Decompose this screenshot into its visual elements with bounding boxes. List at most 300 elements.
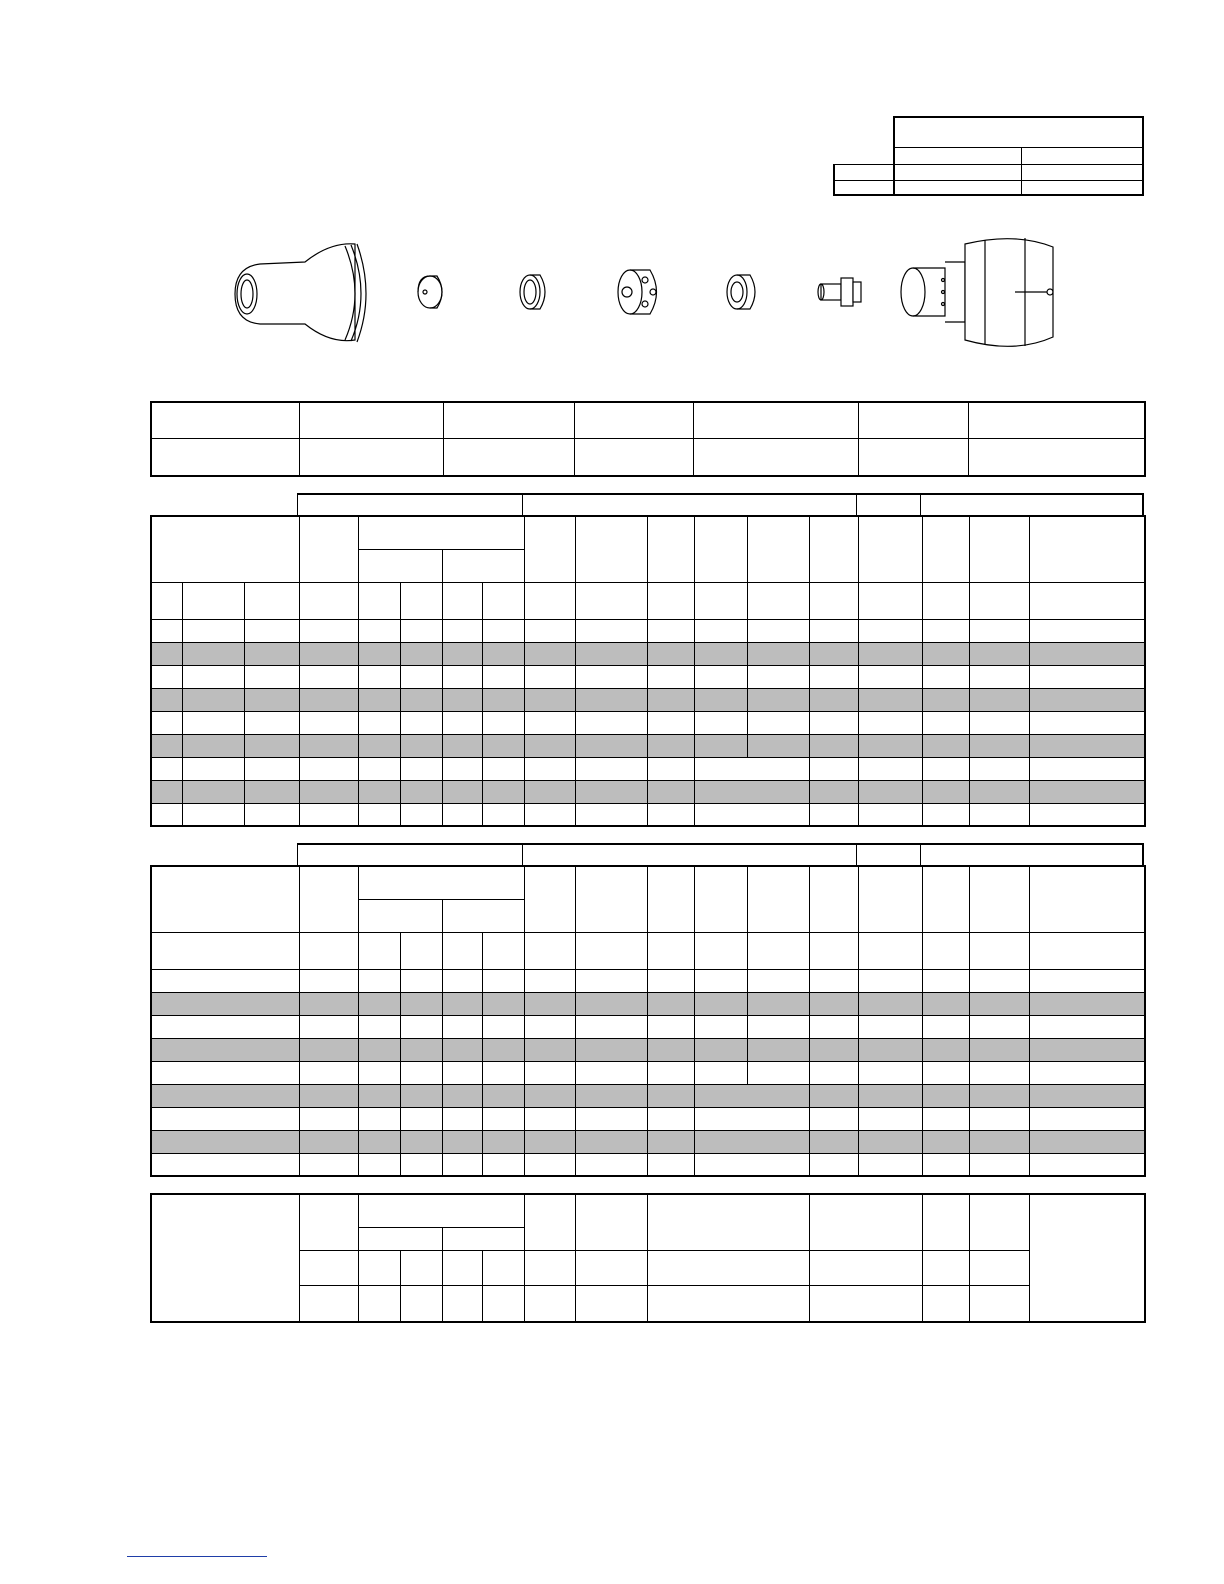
parts-value-cell — [299, 438, 443, 476]
table-cell — [575, 582, 647, 619]
table-cell — [482, 1038, 524, 1061]
table-cell — [482, 1107, 524, 1130]
table-cell — [922, 757, 969, 780]
table-cell — [1029, 1107, 1145, 1130]
table-cell — [400, 688, 442, 711]
parts-header-cell — [693, 402, 858, 438]
table-cell — [858, 757, 922, 780]
table-cell — [969, 1130, 1029, 1153]
table-cell — [299, 780, 358, 803]
table-cell — [482, 1250, 524, 1285]
table-cell — [400, 1250, 442, 1285]
table-cell — [809, 665, 858, 688]
table-row — [151, 992, 1145, 1015]
table-cell — [969, 1250, 1029, 1285]
table-cell — [922, 1061, 969, 1084]
table-cell — [400, 1038, 442, 1061]
table-cell — [858, 1038, 922, 1061]
table-cell — [858, 642, 922, 665]
table-cell — [358, 619, 400, 642]
table-cell — [575, 1061, 647, 1084]
table-cell — [647, 1153, 694, 1176]
table-cell — [299, 1250, 358, 1285]
table-cell — [442, 780, 482, 803]
table-cell — [858, 803, 922, 826]
table-cell — [482, 1130, 524, 1153]
footer-link[interactable] — [127, 1556, 267, 1557]
table-cell — [299, 1084, 358, 1107]
table-cell — [151, 757, 182, 780]
table-cell — [1029, 780, 1145, 803]
parts-illustration — [225, 232, 1065, 362]
table-cell — [647, 665, 694, 688]
table-cell — [575, 780, 647, 803]
table-cell — [482, 969, 524, 992]
table-cell — [858, 582, 922, 619]
table-cell — [694, 1130, 809, 1153]
table-cell — [747, 665, 809, 688]
table-cell — [1029, 665, 1145, 688]
table-cell — [244, 734, 299, 757]
table-cell — [922, 780, 969, 803]
table-cell — [922, 711, 969, 734]
table-cell — [1029, 688, 1145, 711]
torch-body-icon — [901, 238, 1053, 346]
table-cell — [299, 969, 358, 992]
table-cell — [244, 582, 299, 619]
table-cell — [400, 803, 442, 826]
table-cell — [244, 665, 299, 688]
table-cell — [809, 757, 858, 780]
table-cell — [575, 1084, 647, 1107]
table-cell — [647, 780, 694, 803]
table-cell — [809, 711, 858, 734]
table-cell — [575, 969, 647, 992]
table-cell — [151, 1130, 299, 1153]
table-cell — [694, 1084, 809, 1107]
table-cell — [575, 932, 647, 969]
table-cell — [647, 688, 694, 711]
table-cell — [1029, 1015, 1145, 1038]
table-cell — [694, 1015, 747, 1038]
table-cell — [358, 711, 400, 734]
table-cell — [969, 642, 1029, 665]
table-cell — [969, 1061, 1029, 1084]
table-row — [151, 1107, 1145, 1130]
table-cell — [299, 688, 358, 711]
table-cell — [809, 642, 858, 665]
table-cell — [647, 1194, 809, 1250]
table-cell — [575, 803, 647, 826]
table-cell — [575, 992, 647, 1015]
table-cell — [1029, 1084, 1145, 1107]
table-cell — [151, 711, 182, 734]
table-cell — [358, 1153, 400, 1176]
table-cell — [858, 1130, 922, 1153]
table-cell — [575, 619, 647, 642]
table-row — [151, 1285, 1145, 1322]
table-cell — [151, 1061, 299, 1084]
table-cell — [1029, 516, 1145, 582]
table-cell — [358, 665, 400, 688]
table-cell — [358, 866, 524, 899]
table-cell — [969, 1038, 1029, 1061]
table-cell — [747, 516, 809, 582]
table-cell — [575, 1107, 647, 1130]
table-cell — [358, 688, 400, 711]
table-cell — [442, 1084, 482, 1107]
table-cell — [442, 1107, 482, 1130]
table-cell — [400, 642, 442, 665]
table-cell — [809, 780, 858, 803]
table-cell — [647, 1285, 809, 1322]
table-cell — [1029, 992, 1145, 1015]
table-cell — [922, 516, 969, 582]
table-cell — [922, 803, 969, 826]
table-cell — [858, 1061, 922, 1084]
table-cell — [647, 1250, 809, 1285]
table-cell — [694, 516, 747, 582]
table-cell — [647, 992, 694, 1015]
header-cell — [151, 866, 299, 932]
table-cell — [969, 866, 1029, 932]
shield-cap-icon — [235, 244, 366, 342]
table-cell — [299, 932, 358, 969]
table-cell — [969, 992, 1029, 1015]
table-cell — [922, 866, 969, 932]
table-cell — [299, 1061, 358, 1084]
table-cell — [400, 780, 442, 803]
table-cell — [299, 992, 358, 1015]
table-cell — [647, 1038, 694, 1061]
table-cell — [524, 969, 575, 992]
table-cell — [922, 688, 969, 711]
parts-header-cell — [151, 402, 299, 438]
table-cell — [922, 619, 969, 642]
table-cell — [482, 1285, 524, 1322]
table-cell — [694, 757, 809, 780]
table-cell — [1029, 1061, 1145, 1084]
table-cell — [575, 665, 647, 688]
shield-icon — [418, 276, 442, 308]
table-cell — [299, 757, 358, 780]
table-cell — [299, 1038, 358, 1061]
table-cell — [299, 866, 358, 932]
table-cell — [694, 969, 747, 992]
parts-header-cell — [858, 402, 968, 438]
table-cell — [747, 932, 809, 969]
table-cell — [442, 734, 482, 757]
table-cell — [747, 642, 809, 665]
table-cell — [922, 1250, 969, 1285]
table-cell — [482, 688, 524, 711]
table-cell — [244, 688, 299, 711]
table-cell — [524, 1084, 575, 1107]
table-cell — [969, 780, 1029, 803]
table-cell — [1029, 1038, 1145, 1061]
table-cell — [182, 757, 244, 780]
table-cell — [482, 1061, 524, 1084]
parts-table — [150, 401, 1146, 477]
swirl-ring-icon — [618, 270, 657, 314]
table-cell — [442, 1153, 482, 1176]
table-cell — [182, 711, 244, 734]
table-cell — [482, 932, 524, 969]
table-cell — [922, 1107, 969, 1130]
cut-chart-1-group-header — [297, 493, 1144, 495]
table-cell — [858, 711, 922, 734]
table-cell — [358, 932, 400, 969]
table-row — [151, 932, 1145, 969]
table-cell — [922, 1084, 969, 1107]
parts-header-cell — [574, 402, 693, 438]
table-cell — [858, 992, 922, 1015]
table-cell — [647, 582, 694, 619]
table-cell — [575, 642, 647, 665]
table-cell — [442, 899, 524, 932]
table-cell — [694, 1038, 747, 1061]
table-cell — [694, 619, 747, 642]
table-row — [151, 1015, 1145, 1038]
table-cell — [442, 1061, 482, 1084]
nozzle-icon — [727, 275, 755, 309]
table-cell — [482, 711, 524, 734]
table-cell — [482, 1015, 524, 1038]
table-cell — [647, 711, 694, 734]
table-cell — [858, 619, 922, 642]
table-cell — [299, 803, 358, 826]
table-cell — [400, 1130, 442, 1153]
table-row — [151, 438, 1145, 476]
table-row — [151, 1084, 1145, 1107]
table-cell — [1029, 619, 1145, 642]
table-cell — [969, 619, 1029, 642]
table-cell — [358, 1250, 400, 1285]
table-cell — [442, 688, 482, 711]
table-cell — [442, 757, 482, 780]
table-cell — [358, 582, 400, 619]
table-cell — [922, 642, 969, 665]
table-cell — [694, 1153, 809, 1176]
table-cell — [400, 992, 442, 1015]
table-cell — [358, 1227, 442, 1250]
table-cell — [442, 549, 524, 582]
table-cell — [524, 619, 575, 642]
table-cell — [244, 803, 299, 826]
table-cell — [524, 803, 575, 826]
table-cell — [244, 780, 299, 803]
parts-value-cell — [968, 438, 1145, 476]
parts-value-cell — [574, 438, 693, 476]
table-cell — [442, 969, 482, 992]
table-cell — [299, 1285, 358, 1322]
table-cell — [809, 1107, 858, 1130]
table-cell — [299, 1130, 358, 1153]
table-row — [151, 757, 1145, 780]
table-cell — [647, 969, 694, 992]
table-cell — [647, 757, 694, 780]
table-cell — [694, 734, 747, 757]
table-cell — [182, 688, 244, 711]
table-cell — [858, 734, 922, 757]
electrode-icon — [818, 278, 861, 306]
table-cell — [809, 1084, 858, 1107]
table-cell — [151, 1015, 299, 1038]
table-cell — [1029, 582, 1145, 619]
table-cell — [575, 1038, 647, 1061]
table-cell — [647, 1130, 694, 1153]
table-cell — [358, 992, 400, 1015]
table-cell — [858, 1153, 922, 1176]
table-cell — [858, 780, 922, 803]
table-cell — [358, 1130, 400, 1153]
table-cell — [400, 734, 442, 757]
table-cell — [575, 1250, 647, 1285]
table-cell — [442, 711, 482, 734]
table-cell — [524, 688, 575, 711]
table-cell — [400, 969, 442, 992]
table-cell — [358, 734, 400, 757]
table-cell — [747, 734, 809, 757]
table-cell — [442, 992, 482, 1015]
table-cell — [747, 711, 809, 734]
table-cell — [182, 582, 244, 619]
table-cell — [969, 711, 1029, 734]
parts-value-cell — [858, 438, 968, 476]
table-cell — [358, 549, 442, 582]
table-cell — [575, 1194, 647, 1250]
table-cell — [694, 711, 747, 734]
table-cell — [694, 780, 809, 803]
table-cell — [524, 1250, 575, 1285]
table-cell — [922, 1038, 969, 1061]
table-cell — [969, 665, 1029, 688]
table-cell — [647, 619, 694, 642]
table-cell — [809, 866, 858, 932]
table-cell — [809, 992, 858, 1015]
table-cell — [809, 688, 858, 711]
table-cell — [1029, 866, 1145, 932]
table-cell — [922, 992, 969, 1015]
table-cell — [969, 969, 1029, 992]
table-cell — [575, 866, 647, 932]
parts-header-cell — [968, 402, 1145, 438]
table-cell — [747, 582, 809, 619]
table-cell — [858, 932, 922, 969]
table-cell — [151, 734, 182, 757]
table-cell — [694, 582, 747, 619]
table-cell — [1029, 932, 1145, 969]
table-cell — [182, 665, 244, 688]
table-cell — [442, 1130, 482, 1153]
table-row — [151, 711, 1145, 734]
table-cell — [524, 516, 575, 582]
table-row — [151, 516, 1145, 549]
table-cell — [358, 969, 400, 992]
table-cell — [524, 1061, 575, 1084]
retaining-cap-icon — [520, 275, 545, 309]
table-cell — [524, 1038, 575, 1061]
table-cell — [400, 619, 442, 642]
table-cell — [524, 1015, 575, 1038]
table-cell — [694, 688, 747, 711]
header-table — [833, 116, 1144, 196]
table-cell — [151, 582, 182, 619]
table-cell — [969, 1194, 1029, 1250]
table-cell — [575, 1285, 647, 1322]
table-cell — [809, 1038, 858, 1061]
table-cell — [747, 866, 809, 932]
table-cell — [299, 1015, 358, 1038]
table-cell — [922, 969, 969, 992]
table-cell — [299, 734, 358, 757]
table-row — [151, 969, 1145, 992]
table-cell — [747, 1038, 809, 1061]
table-cell — [575, 1130, 647, 1153]
table-cell — [858, 866, 922, 932]
table-cell — [299, 1107, 358, 1130]
table-cell — [400, 1061, 442, 1084]
table-cell — [524, 1285, 575, 1322]
table-cell — [482, 1153, 524, 1176]
table-cell — [299, 665, 358, 688]
table-cell — [969, 757, 1029, 780]
table-row — [151, 402, 1145, 438]
table-cell — [358, 803, 400, 826]
table-cell — [358, 899, 442, 932]
table-cell — [442, 642, 482, 665]
table-cell — [151, 969, 299, 992]
table-cell — [1029, 642, 1145, 665]
table-cell — [524, 1194, 575, 1250]
table-row — [151, 1061, 1145, 1084]
table-row — [151, 1194, 1145, 1227]
table-cell — [358, 1061, 400, 1084]
table-cell — [747, 619, 809, 642]
table-row — [151, 665, 1145, 688]
table-cell — [969, 734, 1029, 757]
table-cell — [151, 1107, 299, 1130]
table-cell — [442, 1285, 482, 1322]
table-cell — [151, 992, 299, 1015]
table-cell — [858, 969, 922, 992]
parts-value-cell — [443, 438, 574, 476]
table-cell — [922, 734, 969, 757]
table-cell — [922, 1285, 969, 1322]
table-cell — [694, 992, 747, 1015]
table-row — [151, 780, 1145, 803]
table-cell — [647, 1015, 694, 1038]
table-cell — [809, 969, 858, 992]
table-cell — [358, 1038, 400, 1061]
table-cell — [524, 1107, 575, 1130]
table-cell — [858, 665, 922, 688]
table-cell — [809, 932, 858, 969]
table-cell — [969, 1107, 1029, 1130]
table-cell — [809, 1015, 858, 1038]
table-row — [151, 1038, 1145, 1061]
table-cell — [575, 1015, 647, 1038]
table-cell — [647, 1107, 694, 1130]
table-cell — [524, 992, 575, 1015]
table-cell — [1029, 757, 1145, 780]
table-cell — [575, 757, 647, 780]
table-cell — [969, 1153, 1029, 1176]
table-cell — [151, 803, 182, 826]
table-cell — [809, 516, 858, 582]
table-cell — [647, 932, 694, 969]
header-cell — [358, 516, 524, 549]
